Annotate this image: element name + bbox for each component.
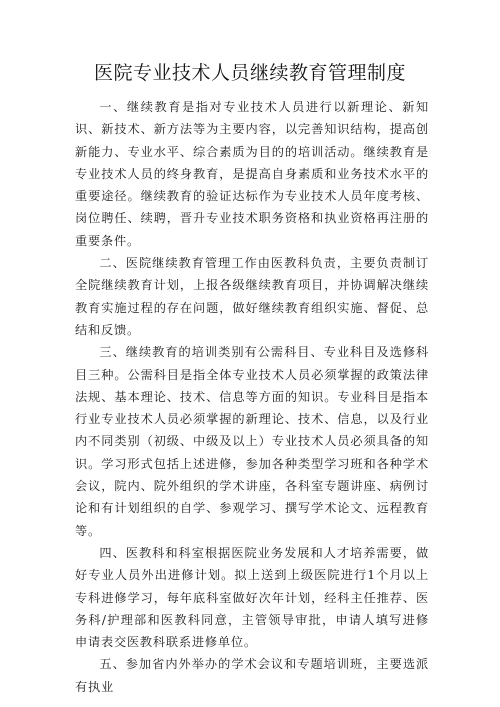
paragraph-3: 三、继续教育的培训类别有公需科目、专业科目及选修科目三种。公需科目是指全体专业技术人员必须掌握的政策法律法规、基本理论、技术、信息等方面的知识。专业科目是指本行业专业技术人员必须掌握的新理论、技术、信息，以及行业内不同类别（初级、中级及以上）专业技术人员必须具备的知识。学习形式包括上述进修，参加各种类型学习班和各种学术会议，院内、院外组织的学术讲座，各科室专题讲座、病例讨论和有计划组织的自学、参观学习、撰写学术论文、远程教育等。 [75, 345, 429, 538]
document-title: 医院专业技术人员继续教育管理制度 [93, 62, 406, 84]
paragraph-5: 五、参加省内外举办的学术会议和专题培训班，主要选派有执业 [75, 657, 429, 694]
document-body [75, 96, 429, 698]
paragraph-1: 一、继续教育是指对专业技术人员进行以新理论、新知识、新技术、新方法等为主要内容，以完善知识结构，提高创新能力、专业水平、综合素质为目的的培训活动。继续教育是专业技术人员的终身教育，是提高自身素质和业务技术水平的重要途径。继续教育的验证达标作为专业技术人员年度考核、岗位聘任、续聘，晋升专业技术职务资格和执业资格再注册的重要条件。 [75, 100, 429, 248]
paragraph-4: 四、医教科和科室根据医院业务发展和人才培养需要，做好专业人员外出进修计划。拟上送到上级医院进行1个月以上专科进修学习，每年底科室做好次年计划，经科主任推荐、医务科/护理部和医教科同意，主管领导审批，申请人填写进修申请表交医教科联系进修单位。 [75, 545, 429, 650]
paragraph-2: 二、医院继续教育管理工作由医教科负责，主要负责制订全院继续教育计划，上报各级继续教育项目，并协调解决继续教育实施过程的存在问题，做好继续教育组织实施、督促、总结和反馈。 [75, 256, 429, 337]
